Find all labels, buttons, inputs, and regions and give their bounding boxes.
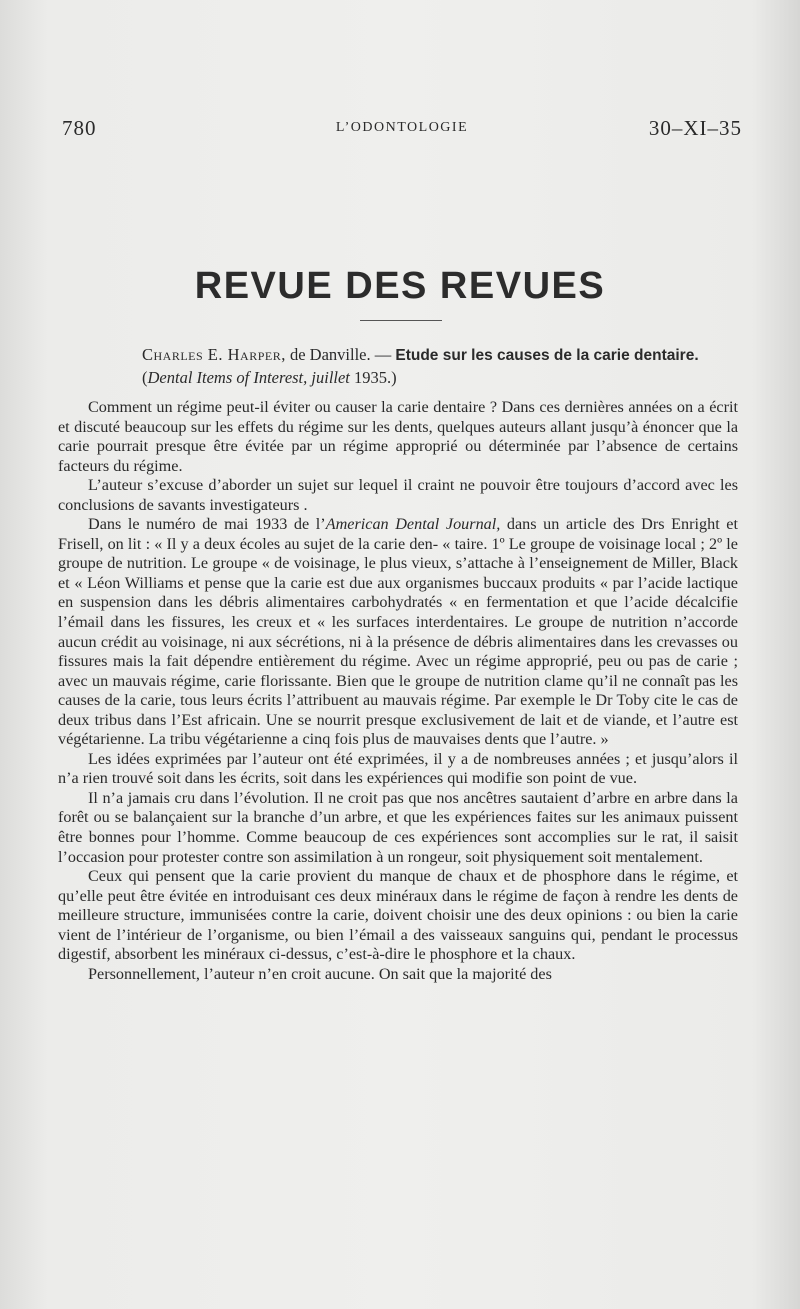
page-number: 780 (62, 116, 97, 140)
paragraph-part: dans un article des Drs Enright et Frisell, on lit : « Il y a deux écoles au sujet de la carie den- « taire. 1º Le groupe de voisinage local ; 2º le groupe de nutrition. Le groupe « de voisinage, le plus vieux, s’attache à l’enseignement de Miller, Black et « Léon Williams et pense que la carie est due aux organismes buccaux produits « par l’acide lactique en suspension dans les débris alimentaires carbohydratés « en fermentation et que l’acide décalcifie l’émail dans les fissures, les creux et « les surfaces interdentaires. Le groupe de nutrition n’accorde aucun crédit au voisinage, ni aux sécrétions, ni à la présence de débris alimentaires dans les crevasses ou fissures mais la fait dépendre entièrement du régime. Avec un régime approprié, peu ou pas de carie ; avec un mauvais régime, carie florissante. Bien que le groupe de nutrition clame qu’il ne connaît pas les causes de la carie, tous leurs écrits l’attribuent au mauvais régime. Par exemple le Dr Toby cite le cas de deux tribus dans l’Est africain. Une se nourrit presque exclusivement de lait et de viande, et l’autre est végétarienne. La tribu végétarienne a cinq fois plus de mauvaises dents que l’autre. » (58, 515, 738, 749)
journal-name: American Dental Journal, (325, 515, 501, 534)
article-body (58, 398, 738, 984)
journal-title: L’ODONTOLOGIE (335, 120, 469, 135)
title-rule (360, 320, 442, 321)
paragraph: Les idées exprimées par l’auteur ont été exprimées, il y a de nombreuses années ; et jusqu’alors il n’a rien trouvé soit dans les écrits, soit dans les expériences qui modifie son point de vue. (58, 749, 738, 788)
article-author: Charles E. Harper, (142, 345, 286, 364)
section-title: REVUE DES REVUES (194, 265, 606, 307)
paragraph: Ceux qui pensent que la carie provient du manque de chaux et de phosphore dans le régime, et qu’elle peut être évitée en introduisant ces deux minéraux dans le régime de façon à rendre les dents de meilleure structure, immunisées contre la carie, doivent choisir une des deux opinions : ou bien la carie vient de l’intérieur de l’organisme, ou bien l’émail a des vaisseaux sanguins qui, pendant le processus digestif, absorbent les minéraux ci-dessus, c’est-à-dire le phosphore et la chaux. (58, 867, 738, 964)
paragraph: Personnellement, l’auteur n’en croit aucune. On sait que la majorité des (88, 964, 552, 983)
paragraph: Comment un régime peut-il éviter ou causer la carie dentaire ? Dans ces dernières années on a écrit et discuté beaucoup sur les effets du régime sur les dents, quelques auteurs allant jusqu’à énoncer que la carie pourrait presque être évitée par un régime approprié ou déterminée par l’absence de certains facteurs du régime. (58, 398, 738, 475)
source-open: ( (142, 368, 148, 387)
article-title: Etude sur les causes de la carie dentaire. (395, 347, 699, 364)
issue-date: 30–XI–35 (648, 116, 742, 140)
paragraph: L’auteur s’excuse d’aborder un sujet sur lequel il craint ne pouvoir être toujours d’accord avec les conclusions de savants investigateurs . (58, 476, 738, 514)
article-author-place: de Danville. — (285, 345, 396, 364)
source-year: 1935.) (349, 368, 397, 387)
paragraph (58, 515, 738, 750)
running-head (62, 116, 742, 146)
source-journal: Dental Items of Interest, juillet (147, 368, 350, 387)
article-citation (142, 344, 702, 389)
paragraph-part: Dans le numéro de mai 1933 de l’ (88, 515, 326, 534)
paragraph: Il n’a jamais cru dans l’évolution. Il ne croit pas que nos ancêtres sautaient d’arbre en arbre dans la forêt ou se balançaient sur la branche d’un arbre, et que les expériences faites sur les animaux puissent être bonnes pour l’homme. Comme beaucoup de ces expériences sont accomplies sur le rat, il saisit l’occasion pour protester contre son assimilation à un rongeur, soit physiquement soit mentalement. (58, 788, 738, 866)
